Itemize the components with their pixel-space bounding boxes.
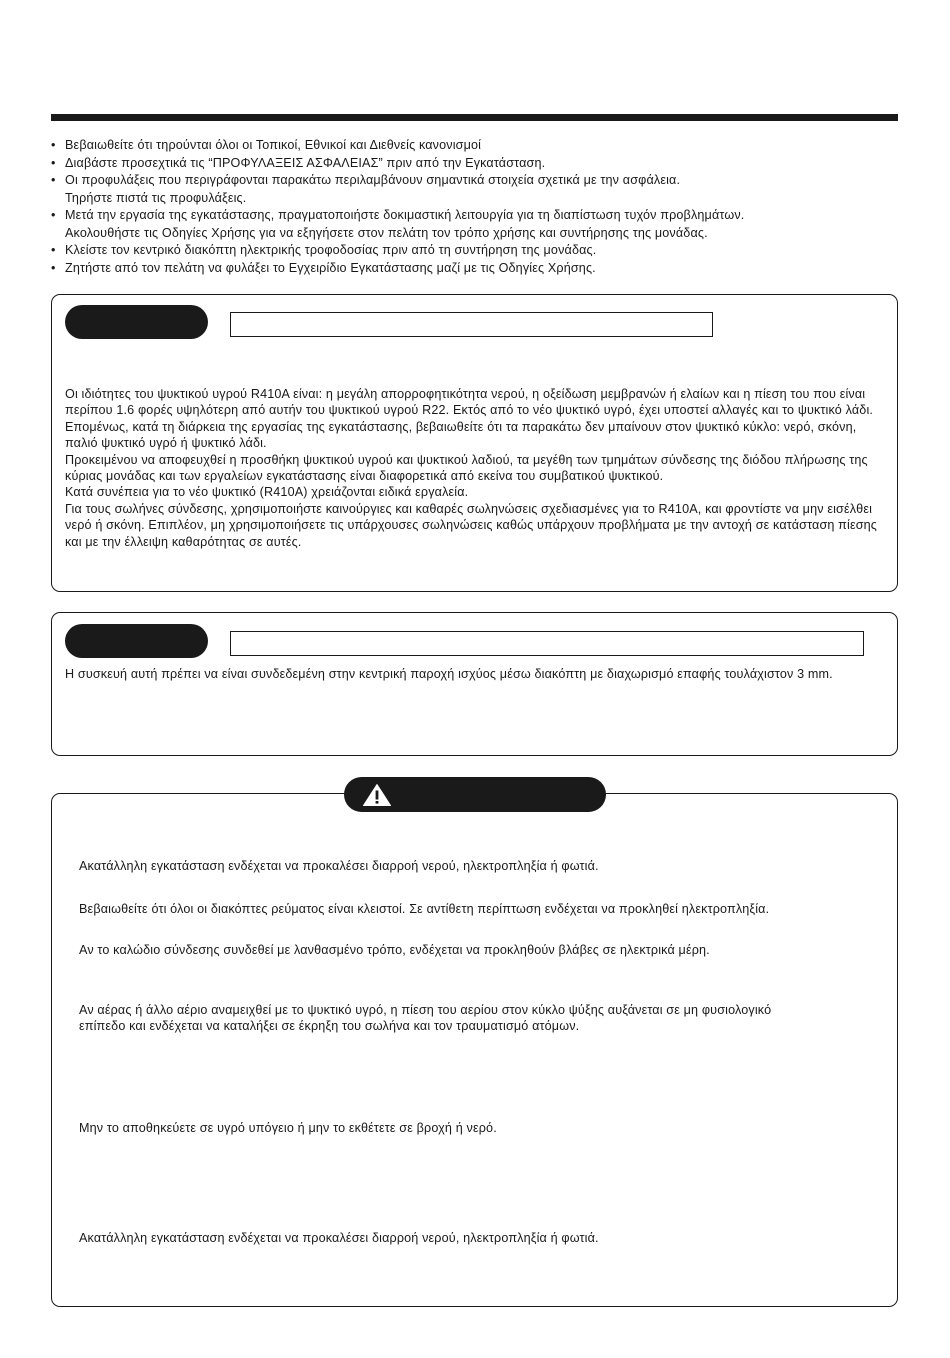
bullet-icon: • bbox=[51, 173, 56, 187]
list-item: • Μετά την εργασία της εγκατάστασης, πραγματοποιήστε δοκιμαστική λειτουργία για τη διαπίστωση τυχόν προβλημάτων. Ακολουθήστε τις Οδηγίες Χρήσης για να εξηγήσετε στον πελάτη τον τρόπο χρήσης και συντήρησης της μονάδας. bbox=[51, 208, 745, 240]
warning-item: Αν το καλώδιο σύνδεσης συνδεθεί με λανθασμένο τρόπο, ενδέχεται να προκληθούν βλάβες σε ηλεκτρικά μέρη. bbox=[79, 943, 710, 957]
warning-label-pill bbox=[344, 777, 606, 812]
refrigerant-label-pill bbox=[65, 305, 208, 339]
list-item: • Βεβαιωθείτε ότι τηρούνται όλοι οι Τοπικοί, Εθνικοί και Διεθνείς κανονισμοί bbox=[51, 137, 898, 155]
warning-triangle-icon bbox=[362, 783, 392, 807]
power-label-pill bbox=[65, 624, 208, 658]
power-heading-frame bbox=[230, 631, 864, 656]
refrigerant-paragraphs bbox=[65, 386, 887, 550]
warning-item: Ακατάλληλη εγκατάσταση ενδέχεται να προκαλέσει διαρροή νερού, ηλεκτροπληξία ή φωτιά. bbox=[79, 859, 599, 873]
list-item: • Διαβάστε προσεχτικά τις “ΠΡΟΦΥΛΑΞΕΙΣ ΑΣΦΑΛΕΙΑΣ” πριν από την Εγκατάσταση. bbox=[51, 155, 898, 173]
bullet-icon: • bbox=[51, 260, 56, 275]
power-paragraph: Η συσκευή αυτή πρέπει να είναι συνδεδεμένη στην κεντρική παροχή ισχύος μέσω διακόπτη με διαχωρισμό επαφής τουλάχιστον 3 mm. bbox=[65, 667, 833, 681]
header-rule bbox=[51, 114, 898, 121]
refrigerant-heading-frame bbox=[230, 312, 713, 337]
warning-item: Βεβαιωθείτε ότι όλοι οι διακόπτες ρεύματος είναι κλειστοί. Σε αντίθετη περίπτωση ενδέχεται να προκληθεί ηλεκτροπληξία. bbox=[79, 902, 770, 916]
list-item: • Οι προφυλάξεις που περιγράφονται παρακάτω περιλαμβάνουν σημαντικά στοιχεία σχετικά με την ασφάλεια. Τηρήστε πιστά τις προφυλάξεις. bbox=[51, 173, 681, 205]
refrigerant-paragraph: Κατά συνέπεια για το νέο ψυκτικό (R410A) χρειάζονται ειδικά εργαλεία. bbox=[65, 485, 469, 500]
list-item: • Κλείστε τον κεντρικό διακόπτη ηλεκτρικής τροφοδοσίας πριν από τη συντήρηση της μονάδας. bbox=[51, 242, 898, 260]
bullet-icon: • bbox=[51, 208, 56, 222]
bullet-icon: • bbox=[51, 138, 56, 152]
intro-bullet-list bbox=[51, 137, 898, 277]
bullet-icon: • bbox=[51, 243, 56, 257]
refrigerant-paragraph: Προκειμένου να αποφευχθεί η προσθήκη ψυκτικού υγρού και ψυκτικού λαδιού, τα μεγέθη των τμημάτων σύνδεσης της διόδου πλήρωσης της κύριας μονάδας και των εργαλείων εγκατάστασης είναι διαφορετικά από εκείνα του συμβατικού ψυκτικού. bbox=[65, 452, 868, 484]
bullet-icon: • bbox=[51, 155, 56, 170]
warning-item: Μην το αποθηκεύετε σε υγρό υπόγειο ή μην το εκθέτετε σε βροχή ή νερό. bbox=[79, 1121, 497, 1135]
warning-item: Ακατάλληλη εγκατάσταση ενδέχεται να προκαλέσει διαρροή νερού, ηλεκτροπληξία ή φωτιά. bbox=[79, 1231, 599, 1245]
warning-item: Αν αέρας ή άλλο αέριο αναμειχθεί με το ψυκτικό υγρό, η πίεση του αερίου στον κύκλο ψύξης αυξάνεται σε μη φυσιολογικό επίπεδο και ενδέχεται να καταλήξει σε έκρηξη του σωλήνα και τον τραυματισμό ατόμων. bbox=[79, 1003, 772, 1034]
refrigerant-paragraph: Οι ιδιότητες του ψυκτικού υγρού R410A είναι: η μεγάλη απορροφητικότητα νερού, η οξείδωση μεμβρανών ή ελαίων και η πίεση του που είναι περίπου 1.6 φορές υψηλότερη από αυτήν του ψυκτικού υγρού R22. Εκτός από το νέο ψυκτικό υγρό, έχει υποστεί αλλαγές και το ψυκτικό λάδι. Επομένως, κατά τη διάρκεια της εργασίας της εγκατάστασης, βεβαιωθείτε ότι τα παρακάτω δεν μπαίνουν στον ψυκτικό κύκλο: νερό, σκόνη, παλιό ψυκτικό υγρό ή ψυκτικό λάδι. bbox=[65, 387, 874, 451]
list-item: • Ζητήστε από τον πελάτη να φυλάξει το Εγχειρίδιο Εγκατάστασης μαζί με τις Οδηγίες Χρήσης. bbox=[51, 260, 898, 278]
refrigerant-paragraph: Για τους σωλήνες σύνδεσης, χρησιμοποιήστε καινούργιες και καθαρές σωληνώσεις σχεδιασμένες για το R410A, και φροντίστε να μην εισέλθει νερό ή σκόνη. Επιπλέον, μη χρησιμοποιήσετε τις υπάρχουσες σωληνώσεις καθώς υπάρχουν προβλήματα με την αντοχή σε κατάσταση πίεσης και με την έλλειψη καθαρότητας σε αυτές. bbox=[65, 501, 878, 549]
